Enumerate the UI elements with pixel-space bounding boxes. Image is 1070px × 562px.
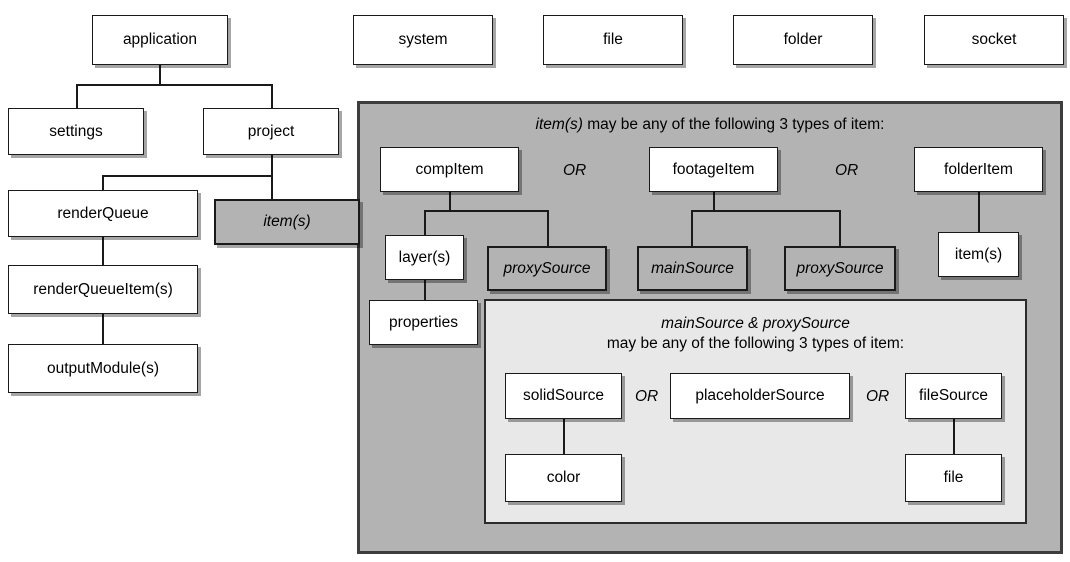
node-renderqueueitems: renderQueueItem(s) bbox=[8, 265, 198, 314]
source-panel-caption-line1: mainSource & proxySource bbox=[661, 315, 850, 332]
source-panel-caption bbox=[484, 314, 1027, 354]
connector bbox=[424, 210, 426, 235]
connector bbox=[691, 210, 840, 212]
connector bbox=[102, 237, 104, 265]
or-label-outer-2: OR bbox=[835, 162, 859, 179]
items-panel-caption bbox=[357, 115, 1063, 135]
node-folder: folder bbox=[733, 15, 873, 65]
or-label-outer-1: OR bbox=[563, 162, 587, 179]
node-properties: properties bbox=[369, 300, 478, 345]
node-filesource: fileSource bbox=[905, 373, 1002, 419]
or-label-inner-2: OR bbox=[866, 388, 890, 405]
source-panel-caption-line2: may be any of the following 3 types of item: bbox=[606, 335, 905, 353]
connector bbox=[271, 175, 273, 199]
connector bbox=[102, 314, 104, 344]
connector bbox=[102, 175, 272, 177]
items-panel-caption-em: item(s) bbox=[535, 116, 583, 133]
node-folderitem-items: item(s) bbox=[938, 232, 1019, 277]
connector bbox=[102, 175, 104, 190]
or-label-inner-1: OR bbox=[635, 388, 659, 405]
connector bbox=[978, 192, 980, 232]
connector bbox=[76, 84, 78, 108]
connector bbox=[839, 210, 841, 246]
node-file: file bbox=[543, 15, 683, 65]
connector bbox=[691, 210, 693, 246]
connector bbox=[76, 84, 271, 86]
connector bbox=[547, 210, 549, 246]
node-renderqueue: renderQueue bbox=[8, 190, 198, 237]
node-project: project bbox=[203, 108, 339, 155]
node-proxysource-footage: proxySource bbox=[784, 246, 896, 291]
node-socket: socket bbox=[924, 15, 1064, 65]
node-color: color bbox=[505, 454, 622, 502]
node-folderitem: folderItem bbox=[914, 147, 1043, 192]
node-layers: layer(s) bbox=[385, 235, 464, 280]
connector bbox=[271, 155, 273, 175]
connector bbox=[449, 192, 451, 210]
connector bbox=[424, 280, 426, 300]
connector bbox=[159, 65, 161, 84]
node-system: system bbox=[353, 15, 493, 65]
connector bbox=[953, 419, 955, 454]
node-settings: settings bbox=[8, 108, 144, 155]
node-placeholdersource: placeholderSource bbox=[670, 373, 850, 419]
connector bbox=[563, 419, 565, 454]
items-panel-caption-rest: may be any of the following 3 types of item: bbox=[582, 116, 885, 133]
node-footageitem: footageItem bbox=[649, 147, 778, 192]
node-outputmodules: outputModule(s) bbox=[8, 344, 198, 393]
node-file-source-child: file bbox=[905, 454, 1002, 502]
connector bbox=[424, 210, 548, 212]
node-items: item(s) bbox=[214, 199, 360, 245]
node-solidsource: solidSource bbox=[505, 373, 622, 419]
node-proxysource-comp: proxySource bbox=[487, 246, 607, 291]
node-compitem: compItem bbox=[380, 147, 519, 192]
connector bbox=[713, 192, 715, 210]
node-application: application bbox=[92, 15, 228, 65]
connector bbox=[271, 84, 273, 108]
node-mainsource: mainSource bbox=[637, 246, 748, 291]
